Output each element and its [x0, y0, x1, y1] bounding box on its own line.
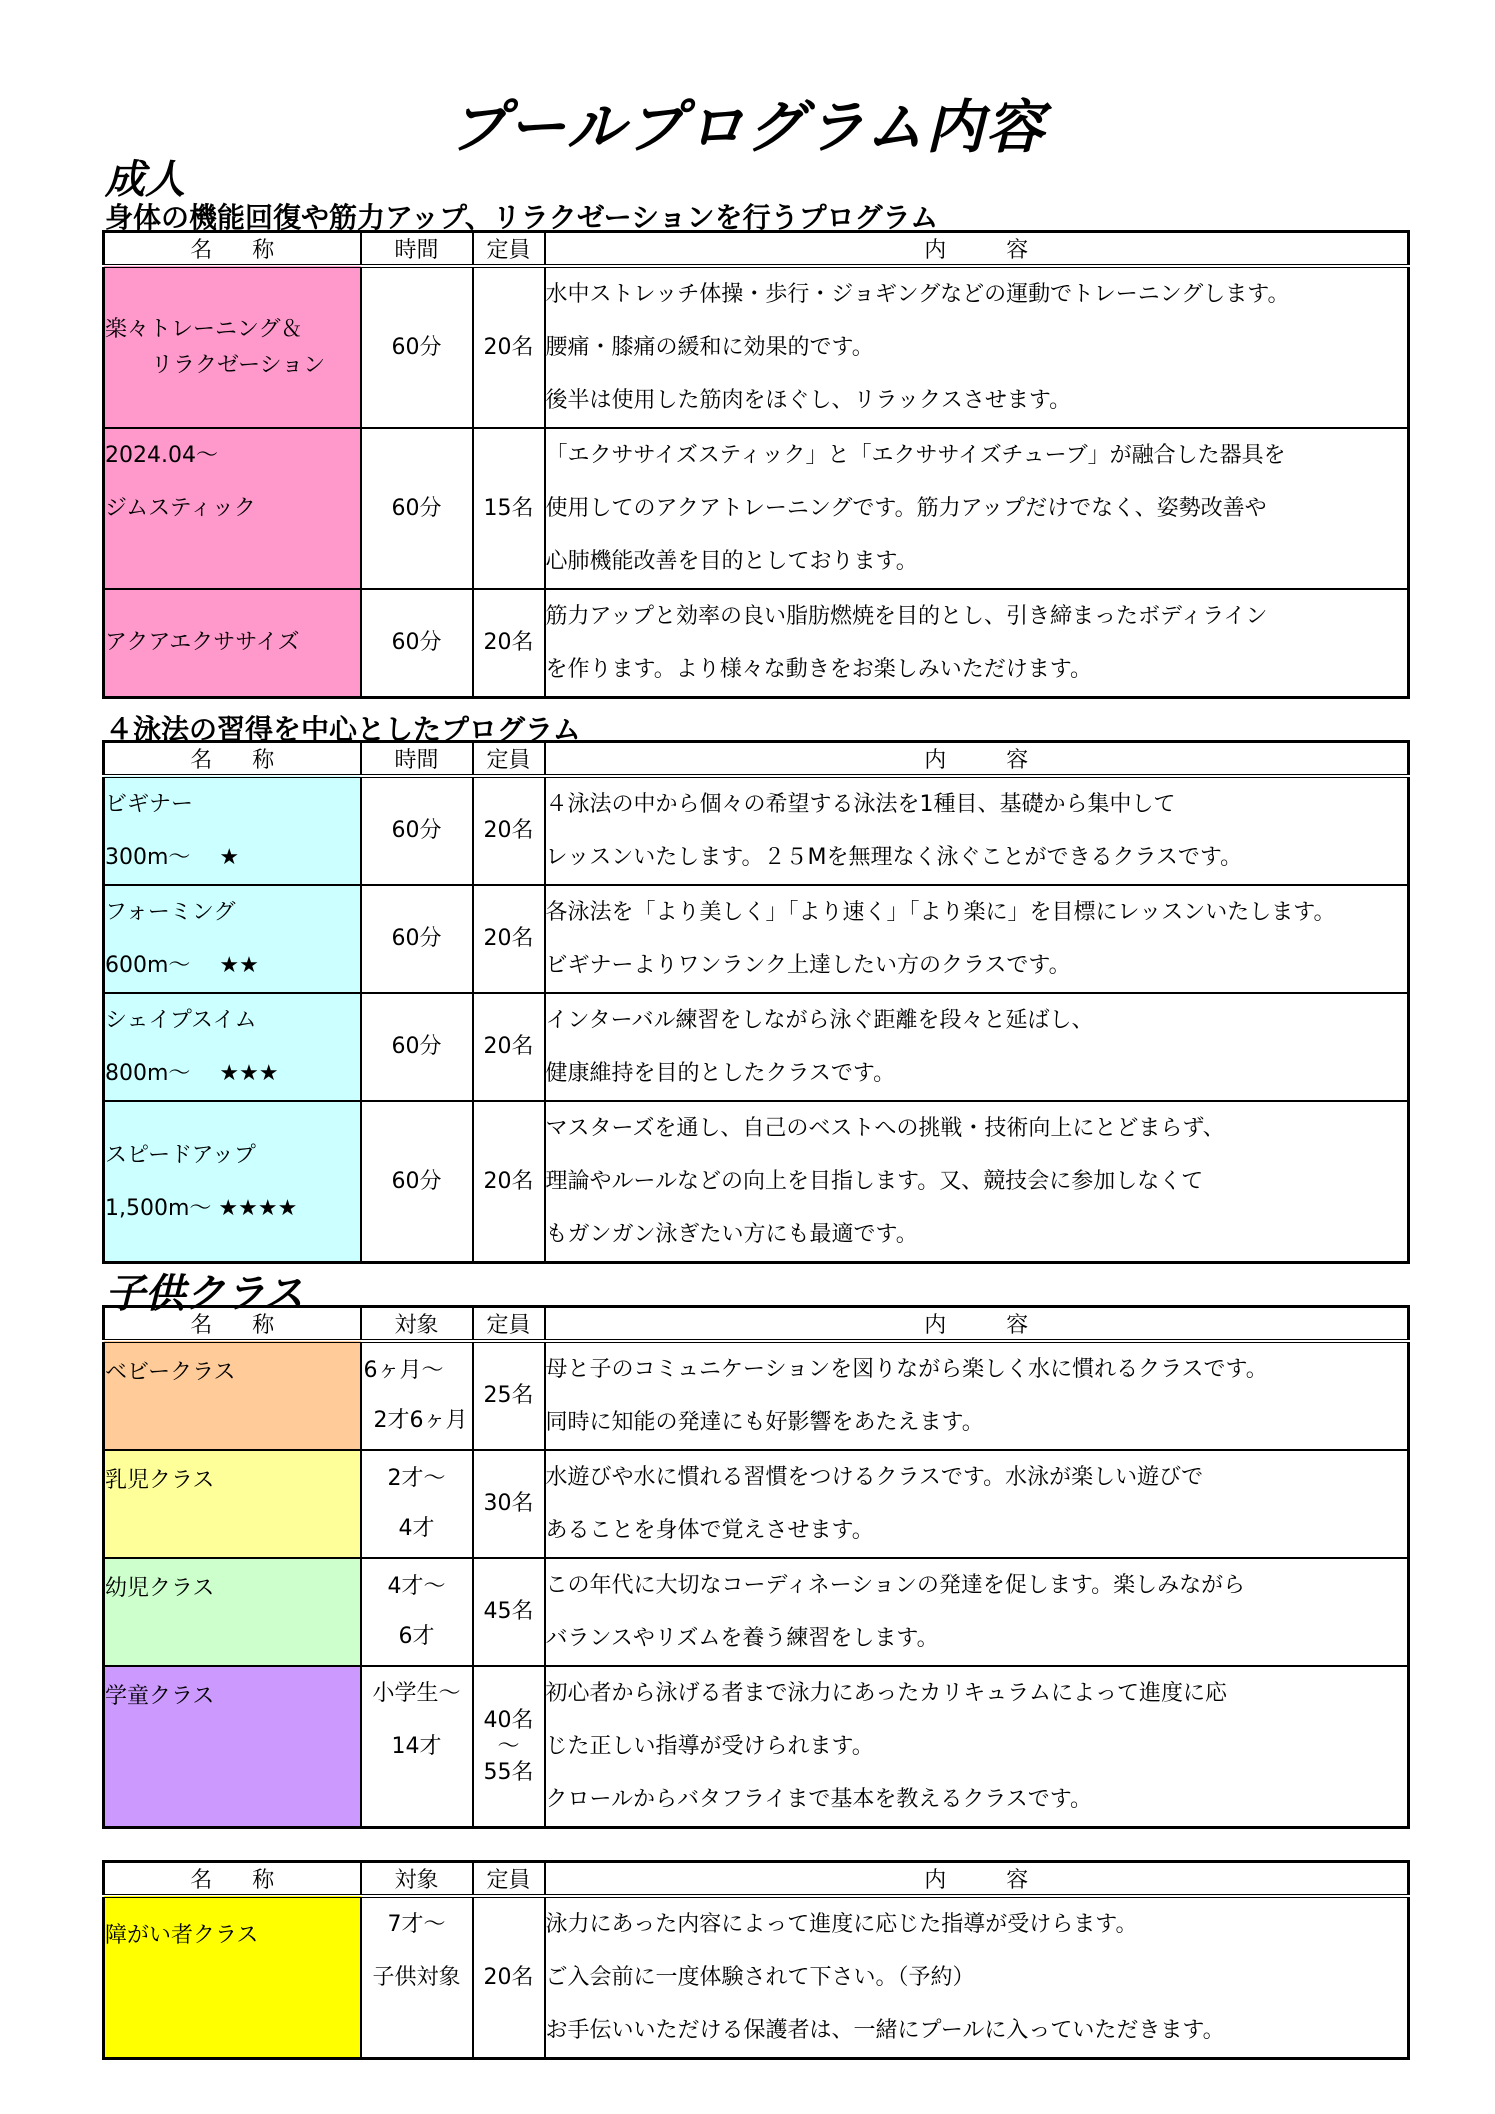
description-line: 理論やルールなどの向上を目指します。又、競技会に参加しなくて	[545, 1169, 1204, 1194]
program-distance-level: 1,500m～ ★★★★	[105, 1195, 298, 1221]
description-line: この年代に大切なコーディネーションの発達を促します。楽しみながら	[545, 1573, 1246, 1598]
program-name: ジムスティック	[105, 496, 256, 521]
header-content: 内容	[545, 742, 1409, 777]
class-name: 学童クラス	[104, 1666, 361, 1828]
target-line: 7才～	[387, 1912, 446, 1937]
class-description	[545, 1558, 1409, 1666]
description-line: クロールからバタフライまで基本を教えるクラスです。	[545, 1787, 1092, 1812]
header-content: 内容	[545, 1307, 1409, 1342]
description-line: 心肺機能改善を目的としております。	[545, 549, 918, 574]
target-line: 4才～	[387, 1574, 446, 1599]
description-line: 泳力にあった内容によって進度に応じた指導が受けらます。	[545, 1912, 1138, 1937]
program-time: 60分	[361, 1101, 473, 1263]
program-name-cell	[104, 428, 361, 589]
description-line: 健康維持を目的としたクラスです。	[545, 1061, 896, 1086]
program-name-cell	[104, 1101, 361, 1263]
table-row	[104, 1101, 1409, 1263]
program-capacity: 20名	[473, 589, 545, 698]
description-line: もガンガン泳ぎたい方にも最適です。	[545, 1222, 918, 1247]
program-name: ビギナー	[105, 792, 194, 817]
program-capacity: 20名	[473, 993, 545, 1101]
description-line: レッスンいたします。２５Mを無理なく泳ぐことができるクラスです。	[545, 845, 1243, 870]
target-line: 6才	[398, 1624, 435, 1649]
program-name: リラクゼーション	[151, 352, 326, 378]
program-capacity: 20名	[473, 885, 545, 993]
header-content: 内容	[545, 232, 1409, 267]
capacity-line: 25名	[483, 1383, 534, 1408]
description-line: お手伝いいただける保護者は、一緒にプールに入っていただきます。	[545, 2018, 1225, 2043]
class-description	[545, 1341, 1409, 1450]
header-capacity: 定員	[473, 1307, 545, 1342]
description-line: ビギナーよりワンランク上達したい方のクラスです。	[545, 953, 1071, 978]
capacity-line: 55名	[483, 1759, 534, 1785]
description-line: インターバル練習をしながら泳ぐ距離を段々と延ばし、	[545, 1008, 1094, 1033]
program-name-cell	[104, 589, 361, 698]
class-target	[361, 1341, 473, 1450]
class-target	[361, 1450, 473, 1558]
class-capacity	[473, 1666, 545, 1828]
description-line: バランスやリズムを養う練習をします。	[545, 1626, 939, 1651]
header-capacity: 定員	[473, 1862, 545, 1897]
target-line: 14才	[391, 1734, 442, 1759]
target-line: 6ヶ月～	[363, 1358, 444, 1383]
header-capacity: 定員	[473, 232, 545, 267]
header-name: 名称	[104, 1862, 361, 1897]
program-description	[545, 589, 1409, 698]
adult-table1-subtitle: 身体の機能回復や筋力アップ、リラクゼーションを行うプログラム	[105, 201, 939, 234]
capacity-line: ～	[497, 1733, 520, 1759]
program-distance-level: 600m～ ★★	[105, 953, 259, 978]
program-time: 60分	[361, 589, 473, 698]
adult-section-heading: 成人	[105, 157, 185, 203]
header-target: 対象	[361, 1862, 473, 1897]
target-line: 小学生～	[372, 1681, 461, 1706]
special-class-table	[102, 1860, 1410, 2060]
class-capacity	[473, 1558, 545, 1666]
description-line: 初心者から泳げる者まで泳力にあったカリキュラムによって進度に応	[545, 1681, 1228, 1706]
class-name: ベビークラス	[104, 1341, 361, 1450]
capacity-line: 20名	[483, 1964, 534, 1990]
header-time: 時間	[361, 232, 473, 267]
program-name: フォーミング	[105, 900, 236, 925]
description-line: 使用してのアクアトレーニングです。筋力アップだけでなく、姿勢改善や	[545, 496, 1267, 521]
program-description	[545, 428, 1409, 589]
program-distance-level: 800m～ ★★★	[105, 1061, 279, 1086]
program-name-cell	[104, 266, 361, 428]
table-row	[104, 1450, 1409, 1558]
program-description	[545, 885, 1409, 993]
class-description	[545, 1666, 1409, 1828]
header-name: 名称	[104, 1307, 361, 1342]
description-line: ４泳法の中から個々の希望する泳法を1種目、基礎から集中して	[545, 792, 1176, 817]
description-line: 水遊びや水に慣れる習慣をつけるクラスです。水泳が楽しい遊びで	[545, 1465, 1204, 1490]
program-capacity: 20名	[473, 1101, 545, 1263]
table-row	[104, 993, 1409, 1101]
target-line: 4才	[398, 1516, 435, 1541]
program-distance-level: 300m～ ★	[105, 845, 240, 870]
table-row	[104, 1558, 1409, 1666]
header-time: 時間	[361, 742, 473, 777]
description-line: 同時に知能の発達にも好影響をあたえます。	[545, 1410, 984, 1435]
kids-section-heading: 子供クラス	[105, 1271, 304, 1317]
description-line: ご入会前に一度体験されて下さい。（予約）	[545, 1965, 975, 1990]
class-name: 乳児クラス	[104, 1450, 361, 1558]
class-description	[545, 1450, 1409, 1558]
page-title: プールプログラム内容	[449, 93, 1046, 161]
program-name: 楽々トレーニング＆	[105, 316, 303, 342]
description-line: を作ります。より様々な動きをお楽しみいただけます。	[545, 657, 1092, 682]
header-name: 名称	[104, 742, 361, 777]
table-row	[104, 428, 1409, 589]
description-line: 「エクササイズスティック」と「エクササイズチューブ」が融合した器具を	[545, 443, 1286, 468]
program-time: 60分	[361, 266, 473, 428]
table-row	[104, 266, 1409, 428]
description-line: 水中ストレッチ体操・歩行・ジョギングなどの運動でトレーニングします。	[545, 282, 1290, 307]
table-row	[104, 1341, 1409, 1450]
program-description	[545, 1101, 1409, 1263]
table-row	[104, 776, 1409, 885]
program-description	[545, 993, 1409, 1101]
class-description	[545, 1896, 1409, 2059]
class-target	[361, 1666, 473, 1828]
target-line: 子供対象	[372, 1965, 461, 1990]
program-time: 60分	[361, 885, 473, 993]
description-line: じた正しい指導が受けられます。	[545, 1734, 874, 1759]
capacity-line: 45名	[483, 1599, 534, 1624]
table-row	[104, 589, 1409, 698]
program-name-cell	[104, 885, 361, 993]
class-name: 障がい者クラス	[104, 1896, 361, 2059]
description-line: 腰痛・膝痛の緩和に効果的です。	[545, 335, 874, 360]
header-name: 名称	[104, 232, 361, 267]
program-capacity: 20名	[473, 266, 545, 428]
capacity-line: 30名	[483, 1491, 534, 1516]
class-capacity	[473, 1341, 545, 1450]
description-line: 筋力アップと効率の良い脂肪燃焼を目的とし、引き締まったボディライン	[545, 604, 1268, 629]
program-description	[545, 266, 1409, 428]
program-date-note: 2024.04～	[105, 443, 218, 468]
description-line: マスターズを通し、自己のベストへの挑戦・技術向上にとどまらず、	[545, 1116, 1225, 1141]
table-row	[104, 1896, 1409, 2059]
program-time: 60分	[361, 993, 473, 1101]
kids-class-table	[102, 1305, 1410, 1829]
description-line: 母と子のコミュニケーションを図りながら楽しく水に慣れるクラスです。	[545, 1357, 1268, 1382]
adult-table2-subtitle: ４泳法の習得を中心としたプログラム	[105, 713, 581, 746]
class-capacity	[473, 1450, 545, 1558]
class-target	[361, 1896, 473, 2059]
program-name: アクアエクササイズ	[105, 630, 300, 655]
header-target: 対象	[361, 1307, 473, 1342]
program-capacity: 15名	[473, 428, 545, 589]
target-line: 2才6ヶ月	[373, 1408, 468, 1433]
target-line: 2才～	[387, 1466, 446, 1491]
description-line: 後半は使用した筋肉をほぐし、リラックスさせます。	[545, 388, 1072, 413]
table-row	[104, 885, 1409, 993]
program-name-cell	[104, 776, 361, 885]
program-name: スピードアップ	[105, 1142, 256, 1168]
adult-program-table-2	[102, 740, 1410, 1264]
header-capacity: 定員	[473, 742, 545, 777]
table-row	[104, 1666, 1409, 1828]
class-name: 幼児クラス	[104, 1558, 361, 1666]
program-time: 60分	[361, 428, 473, 589]
description-line: 各泳法を「より美しく」「より速く」「より楽に」を目標にレッスンいたします。	[545, 900, 1336, 925]
adult-program-table-1	[102, 230, 1410, 699]
program-time: 60分	[361, 776, 473, 885]
class-capacity	[473, 1896, 545, 2059]
capacity-line: 40名	[483, 1707, 534, 1733]
class-target	[361, 1558, 473, 1666]
program-capacity: 20名	[473, 776, 545, 885]
description-line: あることを身体で覚えさせます。	[545, 1518, 874, 1543]
program-description	[545, 776, 1409, 885]
header-content: 内容	[545, 1862, 1409, 1897]
program-name-cell	[104, 993, 361, 1101]
program-name: シェイプスイム	[105, 1008, 257, 1033]
